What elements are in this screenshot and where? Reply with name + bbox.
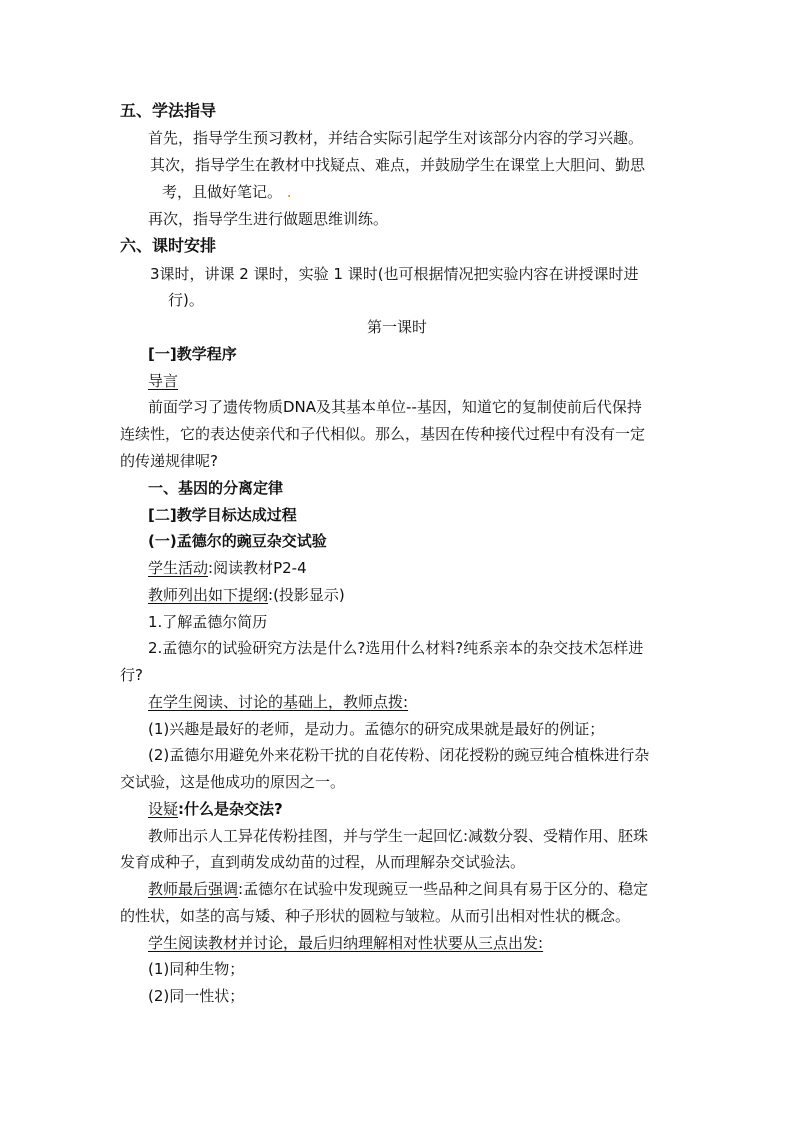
process-heading: [二]教学目标达成过程 <box>148 506 297 524</box>
read-colon: : <box>538 934 544 952</box>
paragraph: 教师出示人工异花传粉挂图，并与学生一起回忆:减数分裂、受精作用、胚珠 <box>148 827 649 845</box>
paragraph: 3课时，讲课 2 课时，实验 1 课时(也可根据情况把实验内容在讲授课时进 <box>150 265 639 283</box>
paragraph: 的传递规律呢? <box>120 452 218 470</box>
paragraph: 的性状，如茎的高与矮、种子形状的圆粒与皱粒。从而引出相对性状的概念。 <box>120 907 631 925</box>
paragraph: 其次，指导学生在教材中找疑点、难点，并鼓励学生在课堂上大胆问、勤思 <box>150 156 646 174</box>
law-heading: 一、基因的分离定律 <box>148 479 284 497</box>
paragraph: 再次，指导学生进行做题思维训练。 <box>148 210 389 228</box>
paragraph: 连续性，它的表达使亲代和子代相似。那么，基因在传种接代过程中有没有一定 <box>120 425 646 443</box>
paragraph-continuation <box>162 182 292 202</box>
teacher-guide-line <box>148 692 408 712</box>
activity-label: 学生活动 <box>148 559 209 577</box>
stress-label: 教师最后强调 <box>148 880 239 898</box>
guide-point-2-continuation: 交试验，这是他成功的原因之一。 <box>120 773 346 791</box>
paragraph: 前面学习了遗传物质DNA及其基本单位--基因，知道它的复制使前后代保持 <box>148 398 642 416</box>
point-2: (2)同一性状； <box>148 987 245 1005</box>
guide-colon: : <box>403 693 409 711</box>
student-activity-line <box>148 558 307 578</box>
read-label: 学生阅读教材并讨论，最后归纳理解相对性状要从三点出发 <box>148 934 539 952</box>
doubt-label: 设疑 <box>148 800 179 818</box>
paragraph-text: 考，且做好笔记。 <box>162 183 283 201</box>
program-heading: [一]教学程序 <box>148 345 237 363</box>
intro-label: 导言 <box>148 372 179 390</box>
guide-point-1: (1)兴趣是最好的老师，是动力。孟德尔的研究成果就是最好的例证； <box>148 720 605 738</box>
experiment-heading: (一)孟德尔的豌豆杂交试验 <box>148 532 327 550</box>
section-5-heading: 五、学法指导 <box>120 101 217 120</box>
teacher-outline-line <box>148 585 345 605</box>
orange-mark: . <box>286 183 292 201</box>
question-2-continuation: 行? <box>120 666 143 684</box>
student-read-line <box>148 933 543 953</box>
guide-point-2: (2)孟德尔用避免外来花粉干扰的自花传粉、闭花授粉的豌豆纯合植株进行杂 <box>148 746 650 764</box>
paragraph-continuation: 行)。 <box>168 291 204 309</box>
question-2: 2.孟德尔的试验研究方法是什么?选用什么材料?纯系亲本的杂交技术怎样进 <box>148 639 644 657</box>
activity-text: :阅读教材P2-4 <box>208 559 307 577</box>
point-1: (1)同种生物； <box>148 960 245 978</box>
guide-label: 在学生阅读、讨论的基础上，教师点拨 <box>148 693 404 711</box>
stress-text: :孟德尔在试验中发现豌豆一些品种之间具有易于区分的、稳定 <box>238 880 649 898</box>
question-1: 1.了解孟德尔简历 <box>148 613 268 631</box>
section-6-heading: 六、课时安排 <box>120 236 217 255</box>
teacher-stress-line <box>148 879 648 899</box>
outline-label: 教师列出如下提纲 <box>148 586 269 604</box>
lesson-title: 第一课时 <box>366 318 427 336</box>
outline-text: :(投影显示) <box>268 586 345 604</box>
paragraph: 发育成种子，直到萌发成幼苗的过程，从而理解杂交试验法。 <box>120 853 526 871</box>
paragraph: 首先，指导学生预习教材，并结合实际引起学生对该部分内容的学习兴趣。 <box>148 129 644 147</box>
doubt-line <box>148 799 283 819</box>
doubt-text: :什么是杂交法? <box>178 800 283 818</box>
